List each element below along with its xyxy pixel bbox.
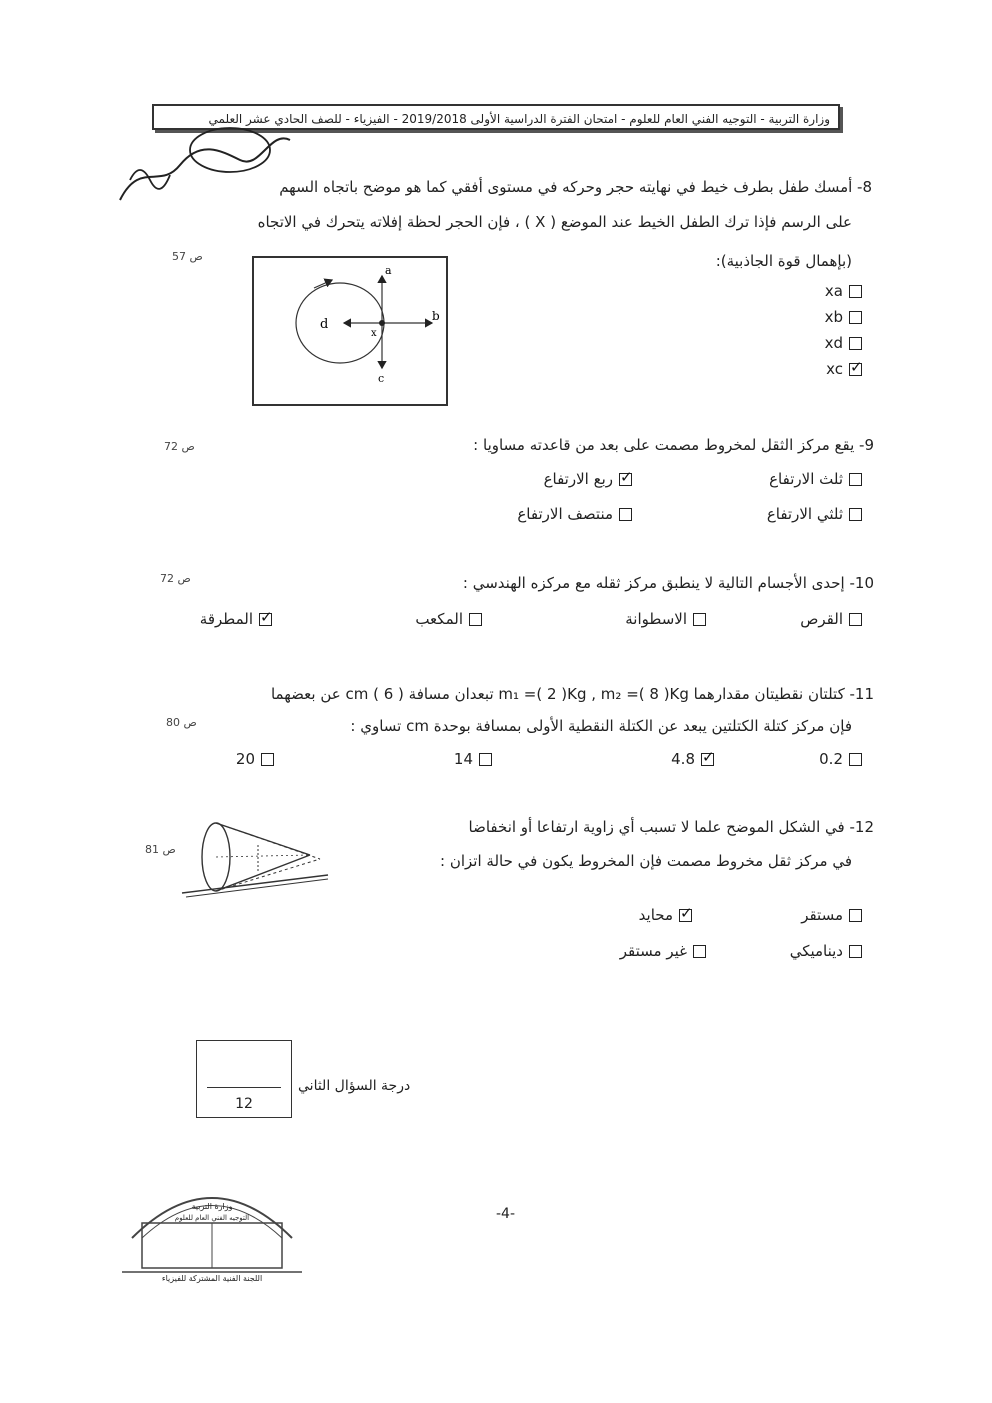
q11-option-2[interactable] bbox=[671, 750, 714, 768]
q9-option-4[interactable] bbox=[517, 505, 632, 523]
score-box[interactable] bbox=[196, 1040, 292, 1118]
exam-header: وزارة التربية - التوجيه الفني العام للعلوم - امتحان الفترة الدراسية الأولى 2019/2018 - الفيزياء - للصف الحادي عشر العلمي bbox=[152, 104, 840, 130]
q8-text-line1: 8- أمسك طفل بطرف خيط في نهايته حجر وحركه في مستوى أفقي كما هو موضح باتجاه السهم bbox=[279, 178, 872, 196]
committee-seal bbox=[112, 1168, 312, 1284]
option-label: المطرقة bbox=[199, 610, 253, 628]
label-c: c bbox=[378, 372, 385, 385]
checkbox-icon[interactable] bbox=[479, 753, 492, 766]
q12-page-reference: ص 81 bbox=[145, 843, 176, 856]
q8-option-4[interactable] bbox=[826, 360, 862, 378]
q8-text-line3: (بإهمال قوة الجاذبية): bbox=[715, 252, 852, 270]
option-label: ثلث الارتفاع bbox=[769, 470, 843, 488]
label-x: x bbox=[371, 328, 377, 339]
q8-text-line2: على الرسم فإذا ترك الطفل الخيط عند الموضع ( X ) ، فإن الحجر لحظة إفلاته يتحرك في الاتجاه bbox=[257, 213, 852, 231]
option-label: 20 bbox=[235, 750, 255, 768]
handwritten-answer-key-mark bbox=[100, 120, 300, 220]
q12-option-1[interactable] bbox=[801, 906, 862, 924]
checkbox-icon[interactable] bbox=[849, 508, 862, 521]
q12-option-2[interactable] bbox=[639, 906, 692, 924]
checkbox-icon[interactable] bbox=[849, 945, 862, 958]
q12-option-3[interactable] bbox=[790, 942, 862, 960]
q12-option-4[interactable] bbox=[620, 942, 706, 960]
seal-line1: وزارة التربية bbox=[191, 1202, 233, 1211]
q8-option-2[interactable] bbox=[825, 308, 862, 326]
checked-checkbox-icon[interactable] bbox=[679, 909, 692, 922]
option-label: 0.2 bbox=[819, 750, 843, 768]
circular-motion-diagram bbox=[254, 258, 442, 400]
option-label: xa bbox=[824, 282, 843, 300]
q11-option-1[interactable] bbox=[819, 750, 862, 768]
q10-option-1[interactable] bbox=[800, 610, 862, 628]
q10-option-3[interactable] bbox=[415, 610, 482, 628]
checkbox-icon[interactable] bbox=[693, 945, 706, 958]
checked-checkbox-icon[interactable] bbox=[849, 363, 862, 376]
checkbox-icon[interactable] bbox=[849, 909, 862, 922]
q10-option-2[interactable] bbox=[625, 610, 706, 628]
q8-option-3[interactable] bbox=[825, 334, 862, 352]
checkbox-icon[interactable] bbox=[849, 473, 862, 486]
option-label: منتصف الارتفاع bbox=[517, 505, 613, 523]
q9-page-reference: ص 72 bbox=[164, 440, 195, 453]
score-divider bbox=[207, 1087, 281, 1088]
option-label: الاسطوانة bbox=[625, 610, 687, 628]
checkbox-icon[interactable] bbox=[849, 337, 862, 350]
cone-on-side-diagram bbox=[180, 815, 330, 900]
score-label: درجة السؤال الثاني bbox=[298, 1078, 411, 1094]
checkbox-icon[interactable] bbox=[849, 285, 862, 298]
checked-checkbox-icon[interactable] bbox=[701, 753, 714, 766]
option-label: غير مستقر bbox=[619, 942, 687, 960]
q11-page-reference: ص 80 bbox=[166, 716, 197, 729]
option-label: 14 bbox=[453, 750, 473, 768]
q8-page-reference: ص 57 bbox=[172, 250, 203, 263]
option-label: xd bbox=[824, 334, 843, 352]
checkbox-icon[interactable] bbox=[469, 613, 482, 626]
option-label: xc bbox=[826, 360, 843, 378]
q11-option-4[interactable] bbox=[236, 750, 274, 768]
seal-footer: اللجنة الفنية المشتركة للفيزياء bbox=[161, 1274, 263, 1283]
q12-text-line2: في مركز ثقل مخروط مصمت فإن المخروط يكون في حالة اتزان : bbox=[440, 852, 852, 870]
option-label: ديناميكي bbox=[789, 942, 843, 960]
seal-graphic bbox=[112, 1168, 312, 1284]
q11-text-line2: فإن مركز كتلة الكتلتين يبعد عن الكتلة النقطية الأولى بمسافة بوحدة cm تساوي : bbox=[350, 717, 852, 735]
q10-page-reference: ص 72 bbox=[160, 572, 191, 585]
checkbox-icon[interactable] bbox=[849, 613, 862, 626]
q11-option-3[interactable] bbox=[454, 750, 492, 768]
option-label: مستقر bbox=[801, 906, 843, 924]
label-a: a bbox=[385, 264, 392, 277]
option-label: ربع الارتفاع bbox=[543, 470, 613, 488]
label-b: b bbox=[432, 309, 440, 323]
checked-checkbox-icon[interactable] bbox=[619, 473, 632, 486]
q11-text-line1: 11- كتلتان نقطيتان مقدارهما m₁ =( 2 )Kg , m₂ =( 8 )Kg تبعدان مسافة ( 6 ) cm عن بعضهما bbox=[270, 685, 874, 703]
checkbox-icon[interactable] bbox=[619, 508, 632, 521]
option-label: xb bbox=[824, 308, 843, 326]
option-label: ثلثي الارتفاع bbox=[766, 505, 843, 523]
checkbox-icon[interactable] bbox=[693, 613, 706, 626]
checked-checkbox-icon[interactable] bbox=[259, 613, 272, 626]
page-number: -4- bbox=[496, 1206, 516, 1222]
option-label: محايد bbox=[638, 906, 673, 924]
q9-option-2[interactable] bbox=[544, 470, 632, 488]
checkbox-icon[interactable] bbox=[849, 311, 862, 324]
option-label: المكعب bbox=[415, 610, 463, 628]
checkbox-icon[interactable] bbox=[849, 753, 862, 766]
option-label: 4.8 bbox=[671, 750, 695, 768]
q9-text: 9- يقع مركز الثقل لمخروط مصمت على بعد من قاعدته مساويا : bbox=[473, 436, 874, 454]
q8-option-1[interactable] bbox=[825, 282, 862, 300]
label-d: d bbox=[320, 317, 329, 332]
q9-option-3[interactable] bbox=[767, 505, 862, 523]
q12-text-line1: 12- في الشكل الموضح علما لا تسبب أي زاوية ارتفاعا أو انخفاضا bbox=[468, 818, 874, 836]
q8-diagram bbox=[252, 256, 448, 406]
q9-option-1[interactable] bbox=[769, 470, 862, 488]
score-total: 12 bbox=[235, 1096, 253, 1112]
option-label: القرص bbox=[800, 610, 843, 628]
q10-option-4[interactable] bbox=[200, 610, 272, 628]
seal-line2: التوجيه الفني العام للعلوم bbox=[174, 1214, 250, 1222]
checkbox-icon[interactable] bbox=[261, 753, 274, 766]
q10-text: 10- إحدى الأجسام التالية لا ينطبق مركز ثقله مع مركزه الهندسي : bbox=[462, 574, 874, 592]
